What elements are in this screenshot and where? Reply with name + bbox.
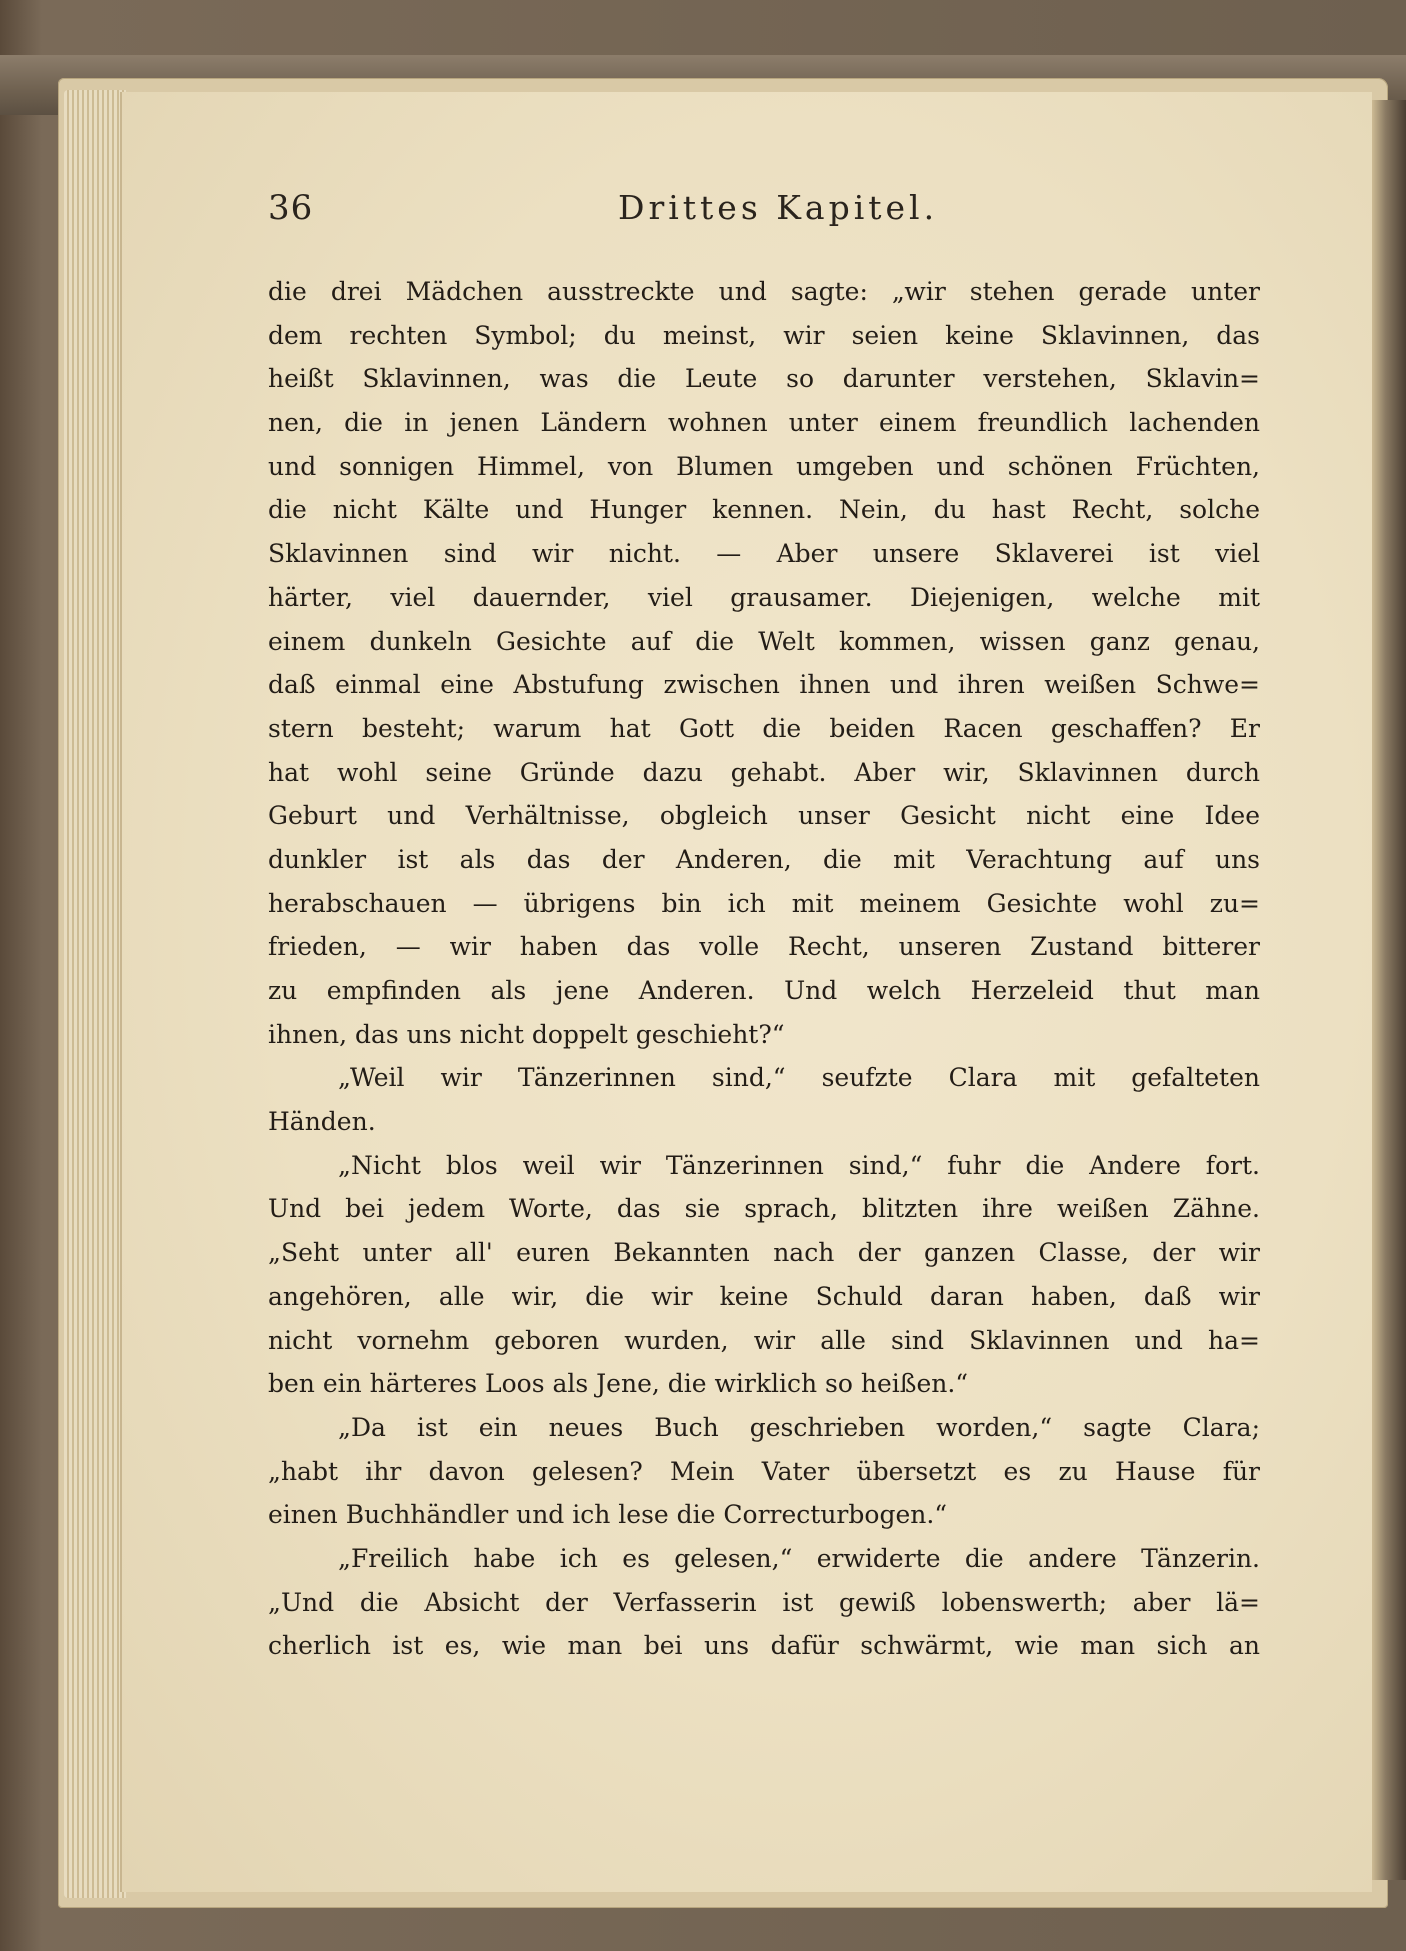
text-line: ihnen, das uns nicht doppelt geschieht?“ (268, 1019, 785, 1049)
text-line: cherlich ist es, wie man bei uns dafür schwärmt, wie man sich an (268, 1631, 1260, 1661)
text-line: Sklavinnen sind wir nicht. — Aber unsere Sklaverei ist viel (268, 539, 1260, 569)
page-edges (64, 90, 126, 1898)
text-line: Händen. (268, 1107, 376, 1137)
text-line: frieden, — wir haben das volle Recht, unseren Zustand bitterer (268, 932, 1260, 962)
text-line: heißt Sklavinnen, was die Leute so darunter verstehen, Sklavin= (268, 364, 1260, 394)
text-line: „Weil wir Tänzerinnen sind,“ seufzte Clara mit gefalteten (338, 1063, 1260, 1093)
text-line: „Und die Absicht der Verfasserin ist gewiß lobenswerth; aber lä= (268, 1587, 1260, 1617)
text-line: die drei Mädchen ausstreckte und sagte: „wir stehen gerade unter (268, 277, 1260, 306)
text-line: angehören, alle wir, die wir keine Schuld daran haben, daß wir (268, 1281, 1260, 1311)
text-line: Geburt und Verhältnisse, obgleich unser Gesicht nicht eine Idee (268, 801, 1260, 831)
book-spine-edge (1372, 100, 1406, 1880)
running-title: Drittes Kapitel. (618, 188, 939, 227)
text-line: ben ein härteres Loos als Jene, die wirklich so heißen.“ (268, 1369, 969, 1399)
text-line: nen, die in jenen Ländern wohnen unter einem freundlich lachenden (268, 408, 1260, 438)
text-line: stern besteht; warum hat Gott die beiden Racen geschaffen? Er (268, 713, 1260, 743)
text-line: „Nicht blos weil wir Tänzerinnen sind,“ fuhr die Andere fort. (338, 1150, 1260, 1180)
text-line: „Da ist ein neues Buch geschrieben worden,“ sagte Clara; (338, 1412, 1260, 1442)
text-line: hat wohl seine Gründe dazu gehabt. Aber wir, Sklavinnen durch (268, 757, 1260, 787)
text-line: die nicht Kälte und Hunger kennen. Nein, du hast Recht, solche (268, 495, 1260, 525)
text-line: härter, viel dauernder, viel grausamer. Diejenigen, welche mit (268, 582, 1260, 612)
body-text (268, 270, 1260, 1668)
text-line: nicht vornehm geboren wurden, wir alle sind Sklavinnen und ha= (268, 1325, 1260, 1355)
text-line: dem rechten Symbol; du meinst, wir seien keine Sklavinnen, das (268, 320, 1260, 350)
text-line: „Seht unter all' euren Bekannten nach der ganzen Classe, der wir (268, 1238, 1260, 1268)
text-line: zu empfinden als jene Anderen. Und welch Herzeleid thut man (268, 976, 1260, 1005)
page-header (268, 188, 1268, 238)
text-line: dunkler ist als das der Anderen, die mit Verachtung auf uns (268, 844, 1260, 874)
text-line: „Freilich habe ich es gelesen,“ erwiderte die andere Tänzerin. (338, 1543, 1260, 1573)
text-line: und sonnigen Himmel, von Blumen umgeben und schönen Früchten, (268, 451, 1260, 481)
text-line: daß einmal eine Abstufung zwischen ihnen und ihren weißen Schwe= (268, 670, 1260, 700)
text-line: einem dunkeln Gesichte auf die Welt kommen, wissen ganz genau, (268, 626, 1260, 656)
text-line: einen Buchhändler und ich lese die Correcturbogen.“ (268, 1500, 948, 1530)
text-line: „habt ihr davon gelesen? Mein Vater übersetzt es zu Hause für (268, 1456, 1260, 1486)
text-line: herabschauen — übrigens bin ich mit meinem Gesichte wohl zu= (268, 888, 1260, 918)
page-number: 36 (268, 188, 314, 228)
text-line: Und bei jedem Worte, das sie sprach, blitzten ihre weißen Zähne. (268, 1194, 1260, 1224)
